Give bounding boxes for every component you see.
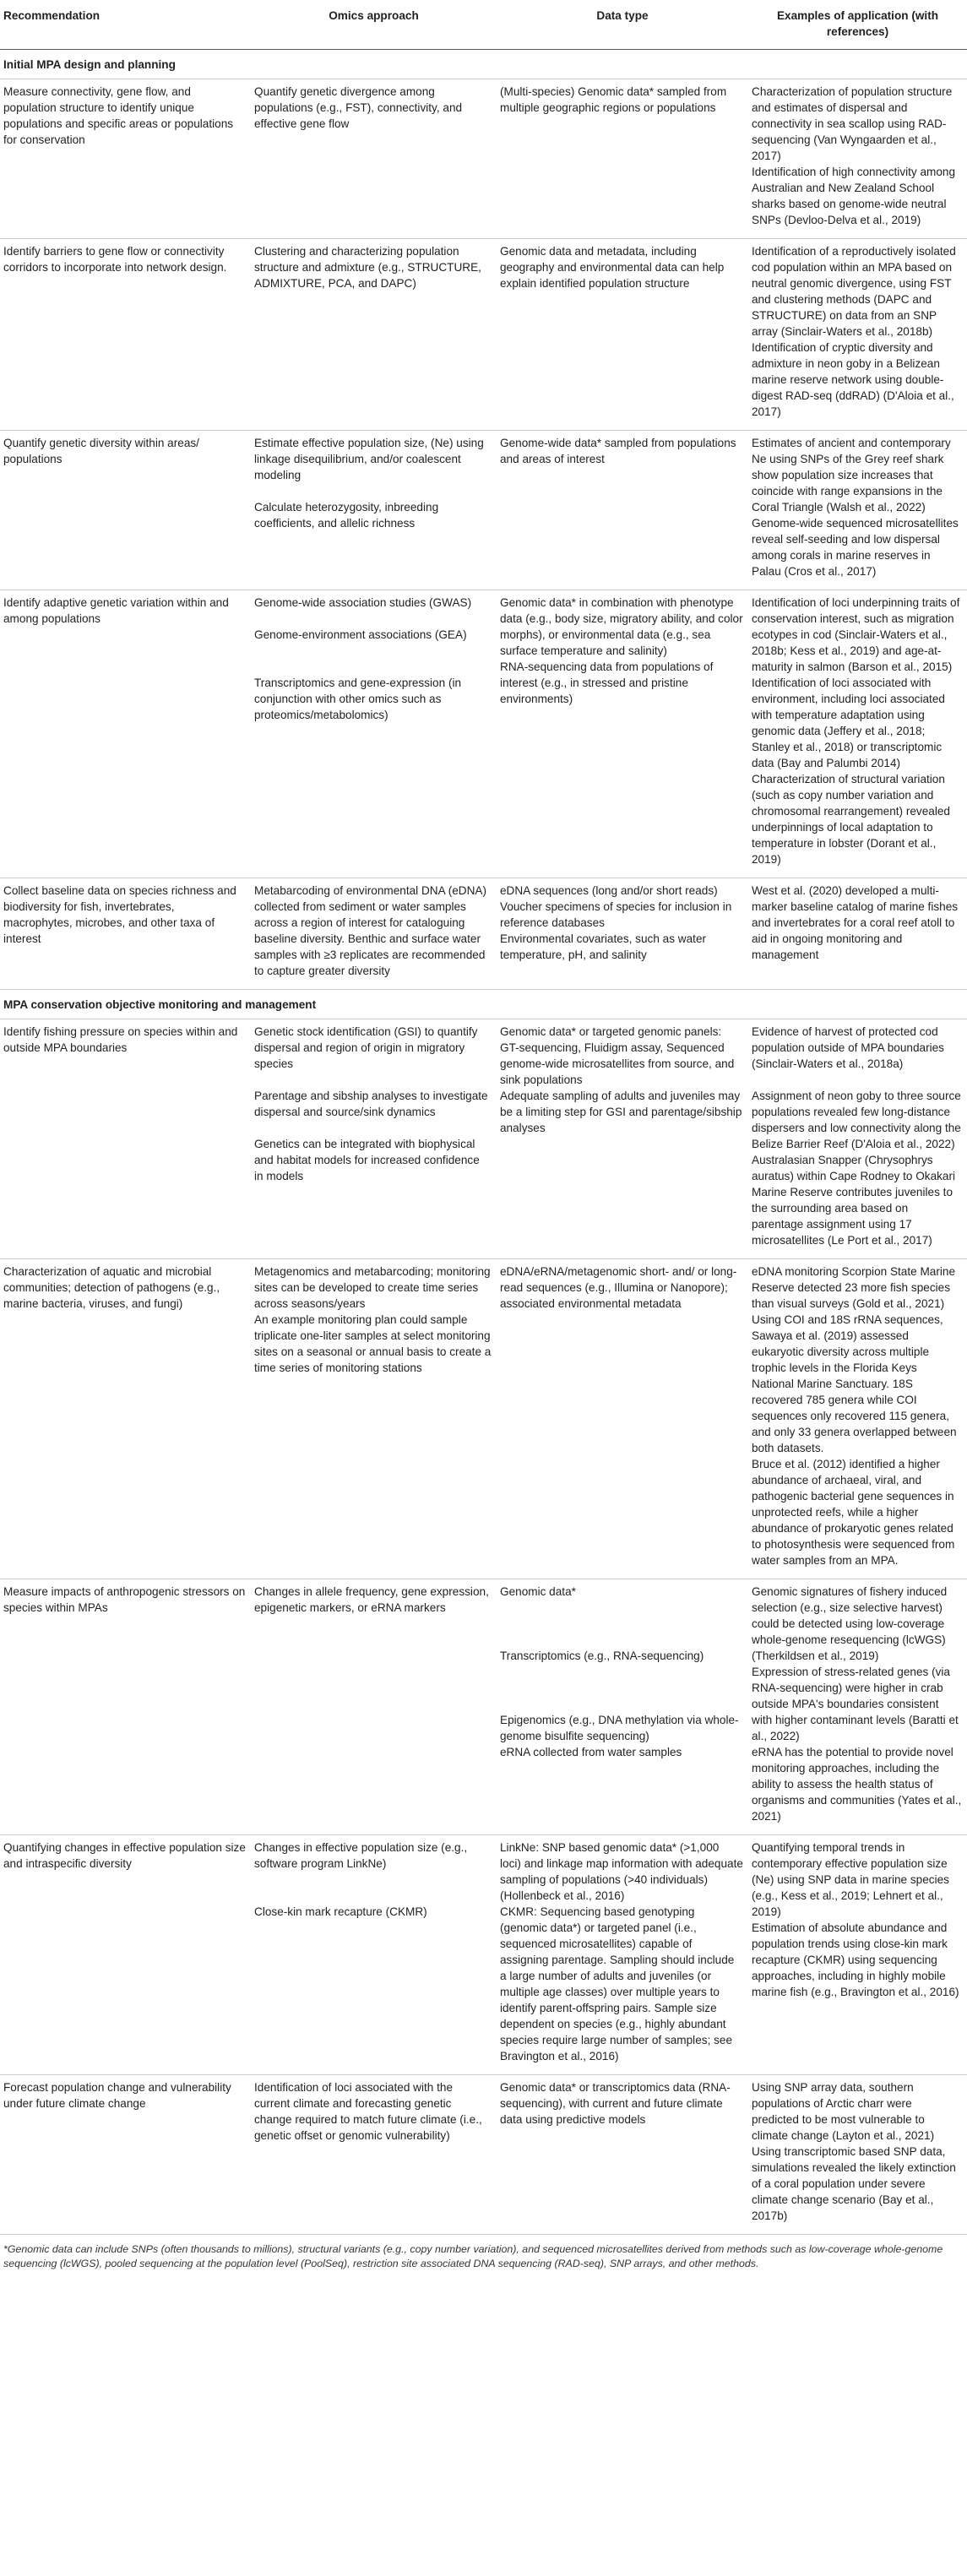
paragraph-spacer	[500, 1664, 743, 1680]
data-cell	[497, 1579, 748, 1835]
cell-paragraph: Identification of high connectivity among Australian and New Zealand School sharks based on genome-wide neutral SNPs (Devloo-Delva et al., 2019)	[752, 166, 956, 226]
examples-cell	[748, 1259, 967, 1579]
paragraph-spacer	[500, 1680, 743, 1696]
examples-cell	[748, 2075, 967, 2235]
table-header-row	[0, 0, 967, 50]
cell-paragraph: Using SNP array data, southern populations of Arctic charr were predicted to be most vulnerable to climate change (Layton et al., 2021)	[752, 2081, 935, 2142]
omics-cell	[251, 878, 497, 990]
cell-paragraph: Epigenomics (e.g., DNA methylation via whole-genome bisulfite sequencing)	[500, 1714, 739, 1742]
cell-paragraph: Genomic data*	[500, 1585, 576, 1598]
cell-paragraph: LinkNe: SNP based genomic data* (>1,000 loci) and linkage map information with adequate sampling of populations (>40 individuals) (Hollenbeck et al., 2016)	[500, 1841, 743, 1902]
cell-paragraph: Assignment of neon goby to three source populations revealed few long-distance dispersers and low connectivity along the Belize Barrier Reef (D'Aloia et al., 2022)	[752, 1090, 961, 1150]
cell-paragraph: Using COI and 18S rRNA sequences, Sawaya et al. (2019) assessed eukaryotic diversity across multiple trophic levels in the Florida Keys National Marine Sanctuary. 18S recovered 785 genera while COI sequences only recovered 115 genera, and only 33 genera overlapped between both datasets.	[752, 1313, 957, 1454]
examples-cell	[748, 79, 967, 239]
paragraph-spacer	[254, 659, 492, 675]
paragraph-spacer	[752, 1072, 962, 1088]
cell-paragraph: Parentage and sibship analyses to investigate dispersal and source/sink dynamics	[254, 1090, 488, 1118]
examples-cell	[748, 1835, 967, 2075]
cell-paragraph: Changes in allele frequency, gene expression, epigenetic markers, or eRNA markers	[254, 1585, 489, 1614]
table-row	[0, 878, 967, 990]
cell-paragraph: Identification of loci underpinning traits of conservation interest, such as migration ecotypes in cod (Sinclair-Waters et al., 2018b; Kess et al., 2019) and age-at-maturity in salmon (Barson et al., 2015)	[752, 596, 960, 673]
cell-paragraph: Identification of cryptic diversity and admixture in neon goby in a Belizean marine reserve network using double-digest RAD-seq (ddRAD) (D'Aloia et al., 2017)	[752, 341, 954, 418]
paragraph-spacer	[254, 483, 492, 499]
table-row	[0, 79, 967, 239]
data-cell	[497, 79, 748, 239]
cell-paragraph: Genomic signatures of fishery induced selection (e.g., size selective harvest) could be detected using low-coverage whole-genome resequencing (lcWGS) (Therkildsen et al., 2019)	[752, 1585, 948, 1662]
table-row	[0, 431, 967, 590]
cell-paragraph: Australasian Snapper (Chrysophrys auratus) within Cape Rodney to Okakari Marine Reserve contributes juveniles to the surrounding area based on parentage assignment using 17 microsatellites (Le Port et al., 2017)	[752, 1154, 956, 1247]
examples-cell	[748, 431, 967, 590]
recommendation-cell: Identify fishing pressure on species within and outside MPA boundaries	[0, 1019, 251, 1259]
data-cell	[497, 2075, 748, 2235]
cell-paragraph: Bruce et al. (2012) identified a higher abundance of archaeal, viral, and pathogenic bacterial gene sequences in unprotected reefs, while a higher abundance of prokaryotic genes related to photosynthesis were sequenced from water samples from an MPA.	[752, 1458, 955, 1567]
examples-cell	[748, 590, 967, 878]
cell-paragraph: Genomic data and metadata, including geography and environmental data can help explain identified population structure	[500, 245, 725, 290]
recommendation-cell: Collect baseline data on species richness and biodiversity for fish, invertebrates, macrophytes, microbes, and other taxa of interest	[0, 878, 251, 990]
cell-paragraph: Genetic stock identification (GSI) to quantify dispersal and region of origin in migratory species	[254, 1025, 478, 1070]
recommendation-cell: Measure connectivity, gene flow, and population structure to identify unique populations and specific areas or populations for conservation	[0, 79, 251, 239]
paragraph-spacer	[254, 643, 492, 659]
paragraph-spacer	[500, 1696, 743, 1712]
cell-paragraph: eRNA has the potential to provide novel monitoring approaches, including the ability to assess the health status of organisms and communities (Yates et al., 2021)	[752, 1746, 962, 1823]
omics-cell	[251, 1259, 497, 1579]
header-data-type: Data type	[497, 0, 748, 50]
cell-paragraph: Expression of stress-related genes (via RNA-sequencing) were higher in crab outside MPA's boundaries consistent with higher contaminant levels (Baratti et al., 2022)	[752, 1666, 959, 1742]
cell-paragraph: Genomic data* or transcriptomics data (RNA-sequencing), with current and future climate data using predictive models	[500, 2081, 731, 2126]
omics-cell	[251, 239, 497, 431]
table-body	[0, 50, 967, 2235]
header-omics-approach: Omics approach	[251, 0, 497, 50]
examples-cell	[748, 878, 967, 990]
cell-paragraph: Characterization of population structure and estimates of dispersal and connectivity in sea scallop using RAD-sequencing (Van Wyngaarden et al., 2017)	[752, 85, 953, 162]
cell-paragraph: Voucher specimens of species for inclusion in reference databases	[500, 900, 732, 929]
section-title: MPA conservation objective monitoring and management	[0, 990, 967, 1019]
recommendation-cell: Characterization of aquatic and microbial communities; detection of pathogens (e.g., marine bacteria, viruses, and fungi)	[0, 1259, 251, 1579]
paragraph-spacer	[254, 1072, 492, 1088]
table-row	[0, 590, 967, 878]
table-row	[0, 239, 967, 431]
section-row	[0, 990, 967, 1019]
cell-paragraph: eRNA collected from water samples	[500, 1746, 682, 1758]
cell-paragraph: Calculate heterozygosity, inbreeding coefficients, and allelic richness	[254, 501, 439, 530]
cell-paragraph: Adequate sampling of adults and juveniles may be a limiting step for GSI and parentage/sibship analyses	[500, 1090, 742, 1134]
data-cell	[497, 239, 748, 431]
omics-cell	[251, 590, 497, 878]
cell-paragraph: Genome-wide association studies (GWAS)	[254, 596, 472, 609]
data-cell	[497, 1259, 748, 1579]
header-examples: Examples of application (with references)	[748, 0, 967, 50]
cell-paragraph: Close-kin mark recapture (CKMR)	[254, 1905, 427, 1918]
recommendation-cell: Forecast population change and vulnerability under future climate change	[0, 2075, 251, 2235]
recommendation-cell: Quantify genetic diversity within areas/ populations	[0, 431, 251, 590]
cell-paragraph: Genetics can be integrated with biophysical and habitat models for increased confidence in models	[254, 1138, 480, 1182]
cell-paragraph: eDNA monitoring Scorpion State Marine Reserve detected 23 more fish species than visual surveys (Gold et al., 2021)	[752, 1265, 956, 1310]
omics-cell	[251, 431, 497, 590]
cell-paragraph: Transcriptomics (e.g., RNA-sequencing)	[500, 1649, 704, 1662]
cell-paragraph: Genome-wide sequenced microsatellites reveal self-seeding and low dispersal among corals in marine reserves in Palau (Cros et al., 2017)	[752, 517, 959, 578]
data-cell	[497, 590, 748, 878]
data-cell	[497, 1835, 748, 2075]
data-cell	[497, 1019, 748, 1259]
examples-cell	[748, 239, 967, 431]
cell-paragraph: eDNA/eRNA/metagenomic short- and/ or long-read sequences (e.g., Illumina or Nanopore); associated environmental metadata	[500, 1265, 737, 1310]
cell-paragraph: Quantify genetic divergence among populations (e.g., FST), connectivity, and effective gene flow	[254, 85, 463, 130]
paragraph-spacer	[500, 1632, 743, 1648]
omics-cell	[251, 2075, 497, 2235]
cell-paragraph: An example monitoring plan could sample triplicate one-liter samples at select monitoring sites on a seasonal or annual basis to create a time series of monitoring stations	[254, 1313, 492, 1374]
cell-paragraph: Estimate effective population size, (Ne) using linkage disequilibrium, and/or coalescent modeling	[254, 437, 484, 481]
table-row	[0, 1579, 967, 1835]
omics-cell	[251, 1579, 497, 1835]
table-row	[0, 1835, 967, 2075]
table-row	[0, 2075, 967, 2235]
cell-paragraph: eDNA sequences (long and/or short reads)	[500, 884, 718, 897]
examples-cell	[748, 1019, 967, 1259]
data-cell	[497, 431, 748, 590]
cell-paragraph: Metagenomics and metabarcoding; monitoring sites can be developed to create time series across seasons/years	[254, 1265, 491, 1310]
paragraph-spacer	[254, 1120, 492, 1136]
table-footnote: *Genomic data can include SNPs (often thousands to millions), structural variants (e.g., copy number variation), and sequenced microsatellites derived from methods such as low-coverage whole-genome sequencing (lcWGS), pooled sequencing at the population level (PoolSeq), restriction site associated DNA sequencing (RAD-seq), SNP arrays, and other methods.	[3, 2243, 943, 2269]
paragraph-spacer	[254, 611, 492, 627]
cell-paragraph: Genome-environment associations (GEA)	[254, 628, 467, 641]
cell-paragraph: Changes in effective population size (e.g., software program LinkNe)	[254, 1841, 468, 1870]
cell-paragraph: Identification of a reproductively isolated cod population within an MPA based on neutral genomic divergence, using FST and clustering methods (DAPC and STRUCTURE) on data from an SNP array (Sinclair-Waters et al., 2018b)	[752, 245, 956, 338]
cell-paragraph: Identification of loci associated with environment, including loci associated with temperature adaptation using genomic data (Jeffery et al., 2018; Stanley et al., 2018) or transcriptomic data (Bay and Palumbi 2014)	[752, 677, 945, 769]
cell-paragraph: Evidence of harvest of protected cod population outside of MPA boundaries (Sinclair-Waters et al., 2018a)	[752, 1025, 944, 1070]
cell-paragraph: Quantifying temporal trends in contemporary effective population size (Ne) using SNP data in marine species (e.g., Kess et al., 2019; Lehnert et al., 2019)	[752, 1841, 949, 1918]
header-recommendation: Recommendation	[0, 0, 251, 50]
omics-cell	[251, 79, 497, 239]
omics-cell	[251, 1835, 497, 2075]
paragraph-spacer	[500, 1616, 743, 1632]
data-cell	[497, 878, 748, 990]
paragraph-spacer	[254, 1888, 492, 1904]
examples-cell	[748, 1579, 967, 1835]
cell-paragraph: Genomic data* or targeted genomic panels: GT-sequencing, Fluidigm assay, Sequenced genome-wide microsatellites from source, and sink populations	[500, 1025, 735, 1086]
cell-paragraph: Estimates of ancient and contemporary Ne using SNPs of the Grey reef shark show population size increases that coincide with range expansions in the Coral Triangle (Walsh et al., 2022)	[752, 437, 951, 514]
table-row	[0, 1019, 967, 1259]
cell-paragraph: Estimation of absolute abundance and population trends using close-kin mark recapture (CKMR) using sequencing approaches, including in highly mobile marine fish (e.g., Bravington et al., 2016)	[752, 1921, 959, 1998]
cell-paragraph: Genomic data* in combination with phenotype data (e.g., body size, migratory ability, and color morphs), or environmental data (e.g., sea surface temperature and salinity)	[500, 596, 743, 657]
omics-cell	[251, 1019, 497, 1259]
table-row	[0, 1259, 967, 1579]
section-row	[0, 50, 967, 79]
paragraph-spacer	[500, 1600, 743, 1616]
recommendation-cell: Quantifying changes in effective population size and intraspecific diversity	[0, 1835, 251, 2075]
cell-paragraph: Genome-wide data* sampled from populations and areas of interest	[500, 437, 736, 465]
cell-paragraph: RNA-sequencing data from populations of interest (e.g., in stressed and pristine environments)	[500, 660, 714, 705]
cell-paragraph: Metabarcoding of environmental DNA (eDNA) collected from sediment or water samples across a region of interest for cataloguing baseline diversity. Benthic and surface water samples with ≥3 replicates are recommended to capture greater diversity	[254, 884, 487, 977]
cell-paragraph: Environmental covariates, such as water temperature, pH, and salinity	[500, 932, 707, 961]
recommendation-cell: Identify adaptive genetic variation within and among populations	[0, 590, 251, 878]
paragraph-spacer	[254, 1872, 492, 1888]
section-title: Initial MPA design and planning	[0, 50, 967, 79]
recommendation-cell: Identify barriers to gene flow or connectivity corridors to incorporate into network design.	[0, 239, 251, 431]
cell-paragraph: Characterization of structural variation (such as copy number variation and chromosomal rearrangement) revealed underpinnings of local adaptation to temperature in lobster (Dorant et al., 2019)	[752, 773, 950, 866]
cell-paragraph: Identification of loci associated with the current climate and forecasting genetic change required to match future climate (i.e., genetic offset or genomic vulnerability)	[254, 2081, 482, 2142]
cell-paragraph: Clustering and characterizing population structure and admixture (e.g., STRUCTURE, ADMIXTURE, PCA, and DAPC)	[254, 245, 481, 290]
cell-paragraph: CKMR: Sequencing based genotyping (genomic data*) or targeted panel (i.e., sequenced microsatellites) capable of assigning parentage. Sampling should include a large number of adults and juveniles (or multiple age classes) over multiple years to identify parent-offspring pairs. Sample size dependent on species (e.g., highly abundant species require large number of samples; see Bravington et al., 2016)	[500, 1905, 735, 2062]
cell-paragraph: Using transcriptomic based SNP data, simulations revealed the likely extinction of a coral population under severe climate change scenario (Bay et al., 2017b)	[752, 2145, 956, 2222]
cell-paragraph: West et al. (2020) developed a multi-marker baseline catalog of marine fishes and invertebrates for a coral reef atoll to aid in ongoing monitoring and management	[752, 884, 959, 961]
cell-paragraph: (Multi-species) Genomic data* sampled from multiple geographic regions or populations	[500, 85, 727, 114]
recommendation-cell: Measure impacts of anthropogenic stressors on species within MPAs	[0, 1579, 251, 1835]
cell-paragraph: Transcriptomics and gene-expression (in conjunction with other omics such as proteomics/metabolomics)	[254, 677, 462, 721]
